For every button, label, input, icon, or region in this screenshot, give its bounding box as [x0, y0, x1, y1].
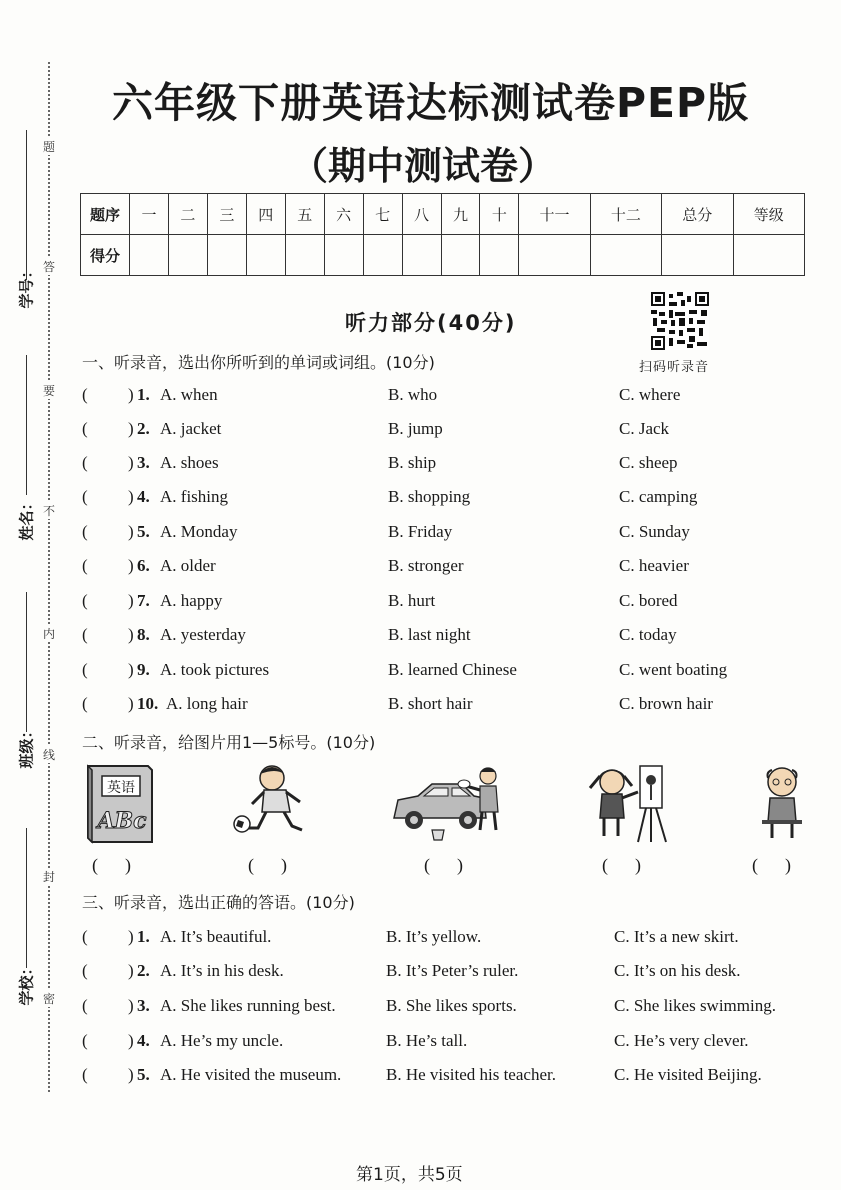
answer-paren-right: )	[128, 487, 134, 506]
answer-paren-right: )	[128, 961, 134, 980]
question-row	[82, 694, 822, 720]
seal-char: 不	[42, 504, 55, 518]
seal-char: 内	[42, 627, 55, 641]
option-a: A. It’s beautiful.	[160, 927, 272, 946]
answer-paren-right: )	[128, 419, 134, 438]
student-id-label: 学号：	[17, 263, 36, 309]
question-number: 7.	[137, 591, 150, 610]
score-row-label: 得分	[81, 235, 130, 276]
option-a: A. when	[160, 385, 218, 404]
question-number: 6.	[137, 556, 150, 575]
score-cell[interactable]	[402, 235, 441, 276]
score-column-header: 十一	[519, 194, 590, 235]
option-a: A. It’s in his desk.	[160, 961, 284, 980]
question-number: 8.	[137, 625, 150, 644]
option-a: A. yesterday	[160, 625, 246, 644]
score-column-header: 六	[324, 194, 363, 235]
question-row	[82, 522, 822, 548]
score-cell[interactable]	[363, 235, 402, 276]
question-row	[82, 385, 822, 411]
option-b: B. hurt	[388, 591, 436, 610]
score-cell[interactable]	[168, 235, 207, 276]
answer-paren-left[interactable]: (	[82, 1065, 88, 1084]
answer-paren-left[interactable]: (	[82, 591, 88, 610]
seal-char: 答	[42, 260, 55, 274]
score-column-header: 等级	[733, 194, 805, 235]
answer-paren-left[interactable]: (	[82, 927, 88, 946]
answer-paren-left[interactable]: (	[82, 694, 88, 713]
option-a: A. shoes	[160, 453, 219, 472]
option-b: B. It’s yellow.	[386, 927, 482, 946]
answer-paren-right: )	[128, 1031, 134, 1050]
option-b: B. jump	[388, 419, 443, 438]
score-cell[interactable]	[324, 235, 363, 276]
school-label: 学校：	[17, 960, 36, 1006]
option-c: C. brown hair	[619, 694, 713, 713]
picture-answer-paren[interactable]: ( )	[92, 855, 131, 875]
score-column-header: 八	[402, 194, 441, 235]
option-c: C. She likes swimming.	[614, 996, 776, 1015]
option-b: B. It’s Peter’s ruler.	[386, 961, 519, 980]
option-a: A. older	[160, 556, 216, 575]
answer-paren-left[interactable]: (	[82, 556, 88, 575]
score-table-header-row	[81, 194, 805, 235]
answer-paren-right: )	[128, 453, 134, 472]
question-row	[82, 1031, 822, 1057]
option-c: C. where	[619, 385, 681, 404]
picture-answer-paren[interactable]: ( )	[424, 855, 463, 875]
option-a: A. He visited the museum.	[160, 1065, 342, 1084]
score-row-label: 题序	[81, 194, 130, 235]
question-number: 3.	[137, 996, 150, 1015]
option-c: C. today	[619, 625, 677, 644]
page-subtitle: （期中测试卷）	[290, 144, 557, 188]
answer-paren-left[interactable]: (	[82, 522, 88, 541]
answer-paren-left[interactable]: (	[82, 419, 88, 438]
picture-answer-paren[interactable]: ( )	[752, 855, 791, 875]
answer-paren-right: )	[128, 522, 134, 541]
score-cell[interactable]	[285, 235, 324, 276]
answer-paren-left[interactable]: (	[82, 1031, 88, 1050]
option-c: C. sheep	[619, 453, 678, 472]
qr-code-icon[interactable]	[651, 292, 709, 350]
question-number: 9.	[137, 660, 150, 679]
answer-paren-right: )	[128, 1065, 134, 1084]
page-title: 六年级下册英语达标测试卷PEP版	[112, 79, 750, 127]
score-cell[interactable]	[519, 235, 590, 276]
question-row	[82, 996, 822, 1022]
option-a: A. He’s my uncle.	[160, 1031, 284, 1050]
question-number: 3.	[137, 453, 150, 472]
name-line	[26, 355, 27, 495]
class-line	[26, 592, 27, 732]
question-row	[82, 961, 822, 987]
score-column-header: 三	[207, 194, 246, 235]
answer-paren-right: )	[128, 927, 134, 946]
old-man-picture	[752, 762, 814, 844]
answer-paren-left[interactable]: (	[82, 996, 88, 1015]
answer-paren-right: )	[128, 694, 134, 713]
option-c: C. He visited Beijing.	[614, 1065, 762, 1084]
option-b: B. who	[388, 385, 438, 404]
score-column-header: 十	[480, 194, 519, 235]
option-b: B. learned Chinese	[388, 660, 517, 679]
score-column-header: 七	[363, 194, 402, 235]
option-c: C. It’s a new skirt.	[614, 927, 739, 946]
score-cell[interactable]	[441, 235, 480, 276]
man-washing-car-picture	[392, 762, 504, 842]
student-id-line	[26, 130, 27, 280]
answer-paren-left[interactable]: (	[82, 625, 88, 644]
answer-paren-left[interactable]: (	[82, 487, 88, 506]
score-cell[interactable]	[480, 235, 519, 276]
book-title-text: 英语	[107, 780, 135, 796]
qr-caption: 扫码听录音	[639, 360, 710, 375]
option-b: B. short hair	[388, 694, 473, 713]
score-column-header: 十二	[590, 194, 661, 235]
question-row	[82, 927, 822, 953]
score-cell[interactable]	[662, 235, 733, 276]
answer-paren-right: )	[128, 556, 134, 575]
name-label: 姓名：	[17, 495, 36, 541]
part3-heading: 三、听录音，选出正确的答语。(10分)	[82, 893, 355, 912]
option-a: A. She likes running best.	[160, 996, 336, 1015]
question-row	[82, 453, 822, 479]
score-cell[interactable]	[207, 235, 246, 276]
class-label: 班级：	[17, 723, 36, 769]
answer-paren-right: )	[128, 385, 134, 404]
answer-paren-left[interactable]: (	[82, 453, 88, 472]
score-table-score-row	[81, 235, 805, 276]
option-c: C. Jack	[619, 419, 670, 438]
option-c: C. Sunday	[619, 522, 690, 541]
boy-kicking-ball-picture	[230, 762, 320, 842]
binding-dashed-line	[48, 62, 50, 1092]
listening-section-heading: 听力部分(40分)	[345, 311, 517, 335]
question-number: 4.	[137, 1031, 150, 1050]
answer-paren-left[interactable]: (	[82, 961, 88, 980]
score-cell[interactable]	[246, 235, 285, 276]
question-number: 2.	[137, 419, 150, 438]
page-footer: 第1页，共5页	[356, 1165, 463, 1185]
question-row	[82, 660, 822, 686]
question-row	[82, 625, 822, 651]
score-column-header: 五	[285, 194, 324, 235]
option-c: C. bored	[619, 591, 678, 610]
part1-heading: 一、听录音，选出你所听到的单词或词组。(10分)	[82, 353, 435, 372]
seal-char: 密	[42, 992, 55, 1006]
score-column-header: 四	[246, 194, 285, 235]
part2-heading: 二、听录音，给图片用1—5标号。(10分)	[82, 733, 376, 752]
seal-char: 线	[42, 748, 55, 762]
seal-char: 封	[42, 870, 55, 884]
seal-char: 要	[42, 384, 55, 398]
option-b: B. He’s tall.	[386, 1031, 468, 1050]
option-a: A. long hair	[166, 694, 248, 713]
answer-paren-left[interactable]: (	[82, 385, 88, 404]
option-a: A. jacket	[160, 419, 222, 438]
question-row	[82, 419, 822, 445]
girl-painting-picture	[586, 762, 674, 844]
question-number: 5.	[137, 1065, 150, 1084]
question-number: 2.	[137, 961, 150, 980]
seal-char: 题	[42, 140, 55, 154]
question-row	[82, 591, 822, 617]
question-number: 1.	[137, 927, 150, 946]
option-b: B. shopping	[388, 487, 471, 506]
option-b: B. ship	[388, 453, 437, 472]
option-c: C. camping	[619, 487, 698, 506]
question-row	[82, 487, 822, 513]
option-b: B. stronger	[388, 556, 464, 575]
english-book-picture	[82, 762, 158, 844]
question-row	[82, 1065, 822, 1091]
answer-paren-right: )	[128, 660, 134, 679]
score-column-header: 一	[130, 194, 169, 235]
score-cell[interactable]	[590, 235, 661, 276]
option-b: B. She likes sports.	[386, 996, 517, 1015]
book-letters-text: ABc	[97, 808, 147, 834]
picture-answer-paren[interactable]: ( )	[248, 855, 287, 875]
option-c: C. He’s very clever.	[614, 1031, 749, 1050]
option-a: A. took pictures	[160, 660, 270, 679]
score-cell[interactable]	[130, 235, 169, 276]
answer-paren-left[interactable]: (	[82, 660, 88, 679]
answer-paren-right: )	[128, 625, 134, 644]
school-line	[26, 828, 27, 968]
picture-answer-paren[interactable]: ( )	[602, 855, 641, 875]
answer-paren-right: )	[128, 996, 134, 1015]
option-a: A. happy	[160, 591, 223, 610]
option-a: A. Monday	[160, 522, 238, 541]
question-number: 5.	[137, 522, 150, 541]
question-number: 1.	[137, 385, 150, 404]
option-c: C. heavier	[619, 556, 689, 575]
option-b: B. Friday	[388, 522, 453, 541]
score-column-header: 九	[441, 194, 480, 235]
answer-paren-right: )	[128, 591, 134, 610]
option-a: A. fishing	[160, 487, 228, 506]
option-c: C. It’s on his desk.	[614, 961, 741, 980]
score-table	[80, 193, 805, 276]
option-b: B. last night	[388, 625, 471, 644]
question-row	[82, 556, 822, 582]
score-column-header: 总分	[662, 194, 733, 235]
option-b: B. He visited his teacher.	[386, 1065, 556, 1084]
question-number: 10.	[137, 694, 159, 713]
question-number: 4.	[137, 487, 150, 506]
option-c: C. went boating	[619, 660, 728, 679]
score-column-header: 二	[168, 194, 207, 235]
score-cell[interactable]	[733, 235, 805, 276]
